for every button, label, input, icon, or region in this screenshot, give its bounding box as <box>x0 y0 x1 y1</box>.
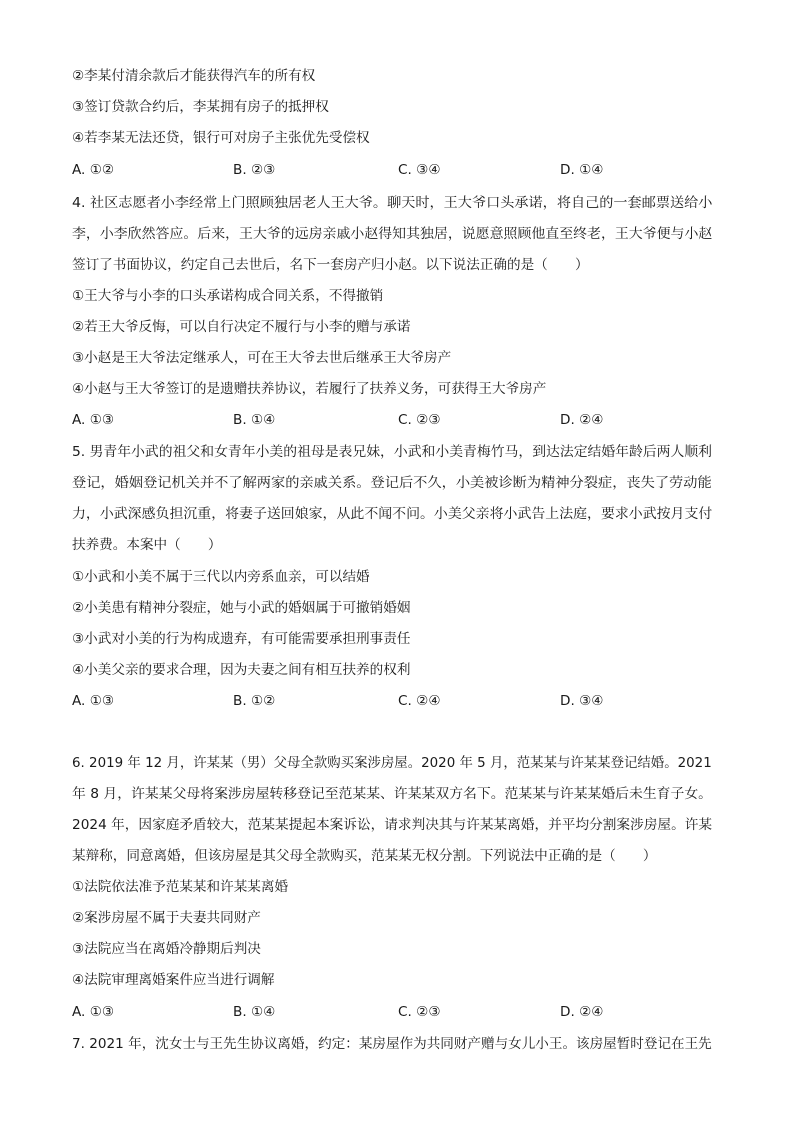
answer-option: B. ②③ <box>233 162 276 178</box>
answer-options <box>72 1002 732 1022</box>
text-line: 7. 2021 年，沈女士与王先生协议离婚，约定：某房屋作为共同财产赠与女儿小王。该房屋暂时登记在王先 <box>72 1036 712 1052</box>
answer-option: C. ②④ <box>398 693 441 709</box>
answer-option: D. ①④ <box>560 162 604 178</box>
text-line: ③小赵是王大爷法定继承人，可在王大爷去世后继承王大爷房产 <box>72 350 452 366</box>
text-line: ①法院依法准予范某某和许某某离婚 <box>72 879 289 895</box>
text-line: 某辩称，同意离婚，但该房屋是其父母全款购买，范某某无权分割。下列说法中正确的是（ ） <box>72 848 657 864</box>
text-line: 李，小李欣然答应。后来，王大爷的远房亲戚小赵得知其独居，说愿意照顾他直至终老，王大爷便与小赵 <box>72 226 713 242</box>
text-line: 年 8 月，许某某父母将案涉房屋转移登记至范某某、许某某双方名下。范某某与许某某婚后未生育子女。 <box>72 786 713 802</box>
answer-option: A. ①② <box>72 162 115 178</box>
text-line: 6. 2019 年 12 月，许某某（男）父母全款购买案涉房屋。2020 年 5 月，范某某与许某某登记结婚。2021 <box>72 755 712 771</box>
answer-option: B. ①④ <box>233 1004 276 1020</box>
answer-options <box>72 160 732 180</box>
text-line: ②小美患有精神分裂症，她与小武的婚姻属于可撤销婚姻 <box>72 600 411 616</box>
text-line: ①小武和小美不属于三代以内旁系血亲，可以结婚 <box>72 569 370 585</box>
text-line: 5. 男青年小武的祖父和女青年小美的祖母是表兄妹，小武和小美青梅竹马，到达法定结婚年龄后两人顺利 <box>72 444 713 460</box>
answer-options <box>72 410 732 430</box>
text-line: ①王大爷与小李的口头承诺构成合同关系，不得撤销 <box>72 288 384 304</box>
answer-option: A. ①③ <box>72 1004 115 1020</box>
answer-option: D. ②④ <box>560 412 604 428</box>
text-line: 力，小武深感负担沉重，将妻子送回娘家，从此不闻不问。小美父亲将小武告上法庭，要求小武按月支付 <box>72 506 713 522</box>
answer-option: D. ③④ <box>560 693 604 709</box>
text-line: 签订了书面协议，约定自己去世后，名下一套房产归小赵。以下说法正确的是（ ） <box>72 257 589 273</box>
answer-option: A. ①③ <box>72 412 115 428</box>
answer-option: C. ②③ <box>398 412 441 428</box>
text-line: ②案涉房屋不属于夫妻共同财产 <box>72 910 261 926</box>
text-line: ②若王大爷反悔，可以自行决定不履行与小李的赠与承诺 <box>72 319 411 335</box>
text-line: ④法院审理离婚案件应当进行调解 <box>72 972 275 988</box>
answer-option: B. ①② <box>233 693 276 709</box>
text-line: 2024 年，因家庭矛盾较大，范某某提起本案诉讼，请求判决其与许某某离婚，并平均分割案涉房屋。许某 <box>72 817 713 833</box>
text-line: ④小美父亲的要求合理，因为夫妻之间有相互扶养的权利 <box>72 662 411 678</box>
text-line: 4. 社区志愿者小李经常上门照顾独居老人王大爷。聊天时，王大爷口头承诺，将自己的一套邮票送给小 <box>72 195 713 211</box>
answer-option: A. ①③ <box>72 693 115 709</box>
text-line: 登记，婚姻登记机关并不了解两家的亲戚关系。登记后不久，小美被诊断为精神分裂症，丧失了劳动能 <box>72 475 712 491</box>
answer-option: B. ①④ <box>233 412 276 428</box>
answer-option: C. ③④ <box>398 162 441 178</box>
text-line: ④若李某无法还贷，银行可对房子主张优先受偿权 <box>72 130 370 146</box>
text-line: ③法院应当在离婚冷静期后判决 <box>72 941 261 957</box>
answer-options <box>72 691 732 711</box>
text-line: ③小武对小美的行为构成遗弃，有可能需要承担刑事责任 <box>72 631 411 647</box>
text-line: 扶养费。本案中（ ） <box>72 537 222 553</box>
text-line: ④小赵与王大爷签订的是遗赠扶养协议，若履行了扶养义务，可获得王大爷房产 <box>72 381 547 397</box>
text-line: ②李某付清余款后才能获得汽车的所有权 <box>72 68 316 84</box>
answer-option: C. ②③ <box>398 1004 441 1020</box>
text-line: ③签订贷款合约后，李某拥有房子的抵押权 <box>72 99 329 115</box>
answer-option: D. ②④ <box>560 1004 604 1020</box>
